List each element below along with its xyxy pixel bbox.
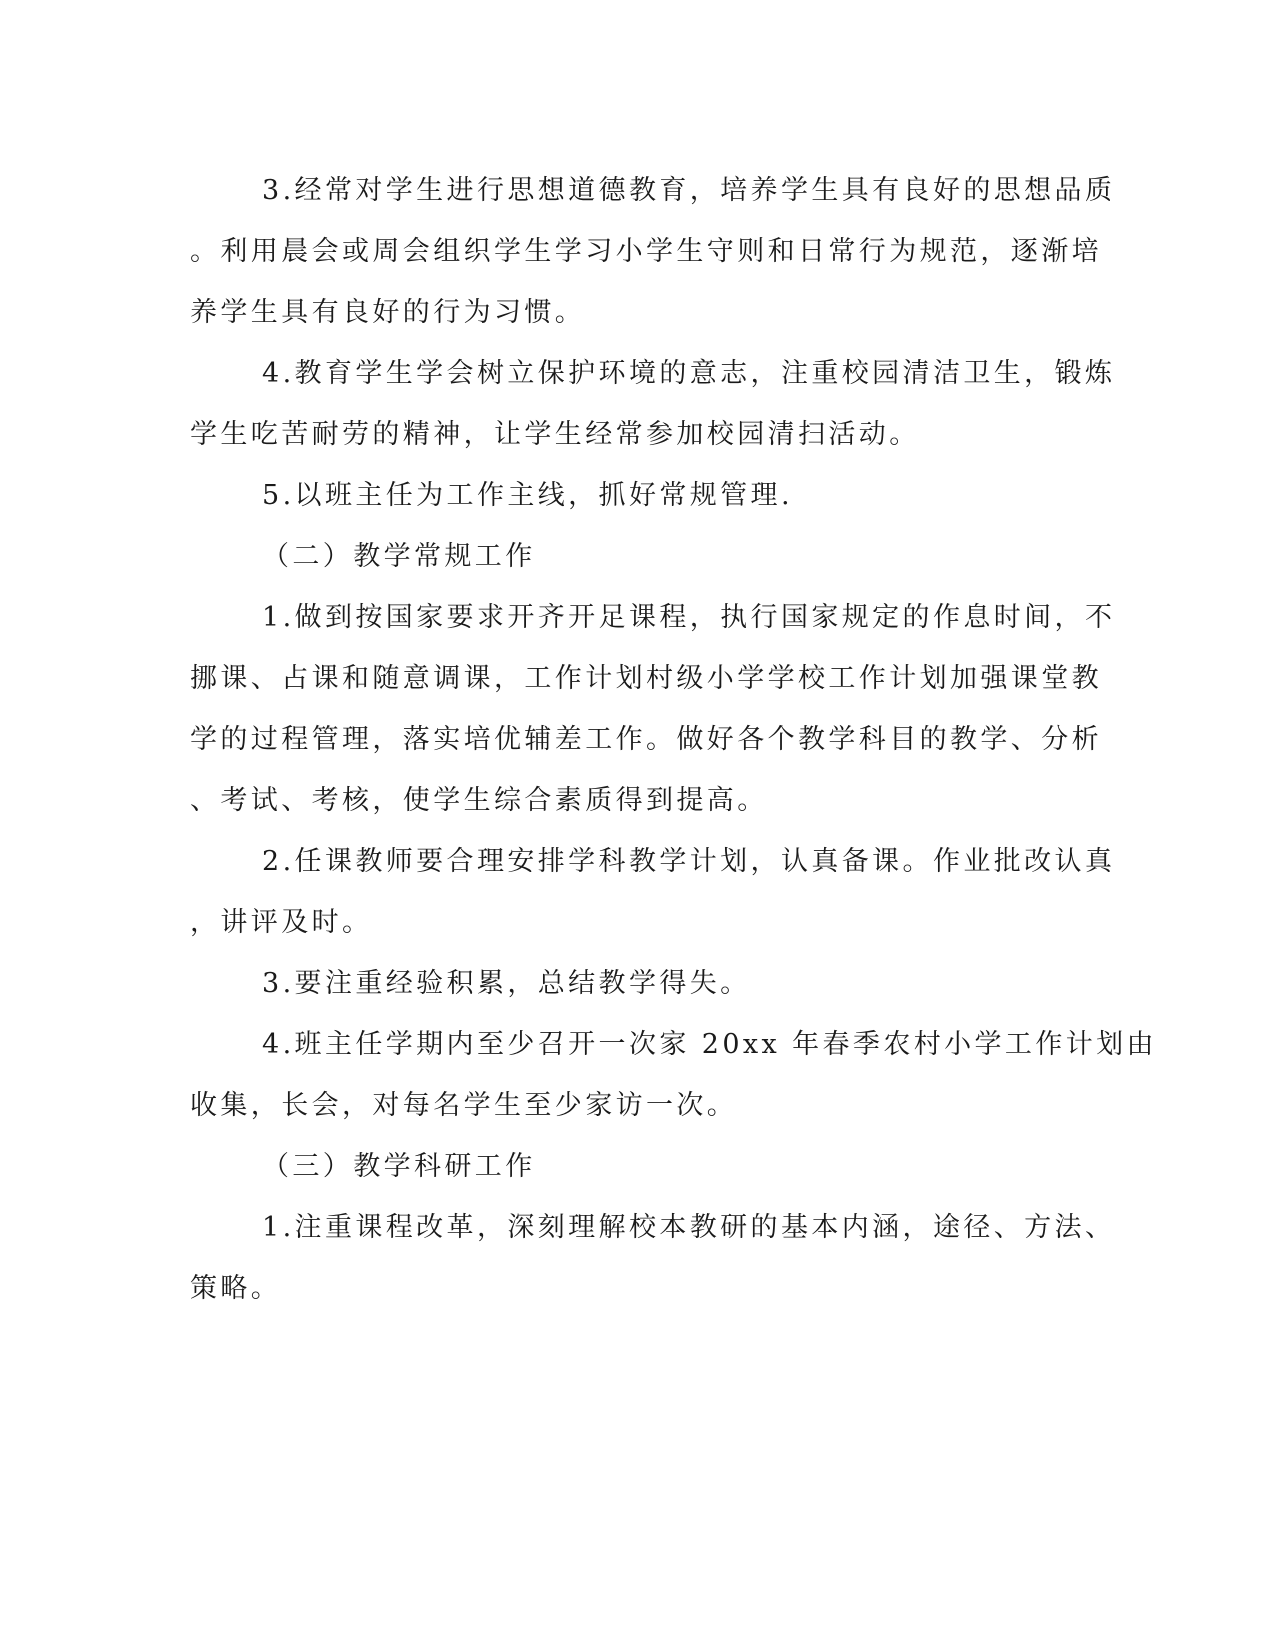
text-line: 3.经常对学生进行思想道德教育，培养学生具有良好的思想品质 — [262, 175, 1116, 206]
text-line: 2.任课教师要合理安排学科教学计划，认真备课。作业批改认真 — [262, 846, 1116, 877]
text-line: 4.班主任学期内至少召开一次家 20xx 年春季农村小学工作计划由 — [262, 1029, 1157, 1060]
document-body — [190, 160, 1157, 1319]
text-line: 收集，长会，对每名学生至少家访一次。 — [190, 1090, 738, 1121]
text-line: 1.注重课程改革，深刻理解校本教研的基本内涵，途径、方法、 — [262, 1212, 1116, 1243]
text-line: 5.以班主任为工作主线，抓好常规管理. — [262, 480, 793, 511]
text-line: 学生吃苦耐劳的精神，让学生经常参加校园清扫活动。 — [190, 419, 920, 450]
text-line: ，讲评及时。 — [190, 907, 373, 938]
section-heading: （三）教学科研工作 — [262, 1151, 536, 1182]
text-line: 学的过程管理，落实培优辅差工作。做好各个教学科目的教学、分析 — [190, 724, 1102, 755]
text-line: 挪课、占课和随意调课，工作计划村级小学学校工作计划加强课堂教 — [190, 663, 1102, 694]
text-line: 。利用晨会或周会组织学生学习小学生守则和日常行为规范，逐渐培 — [190, 236, 1102, 267]
text-line: 3.要注重经验积累，总结教学得失。 — [262, 968, 751, 999]
text-line: 4.教育学生学会树立保护环境的意志，注重校园清洁卫生，锻炼 — [262, 358, 1116, 389]
text-line: 、考试、考核，使学生综合素质得到提高。 — [190, 785, 768, 816]
text-line: 1.做到按国家要求开齐开足课程，执行国家规定的作息时间，不 — [262, 602, 1116, 633]
text-line: 养学生具有良好的行为习惯。 — [190, 297, 586, 328]
text-line: 策略。 — [190, 1273, 282, 1304]
section-heading: （二）教学常规工作 — [262, 541, 536, 572]
